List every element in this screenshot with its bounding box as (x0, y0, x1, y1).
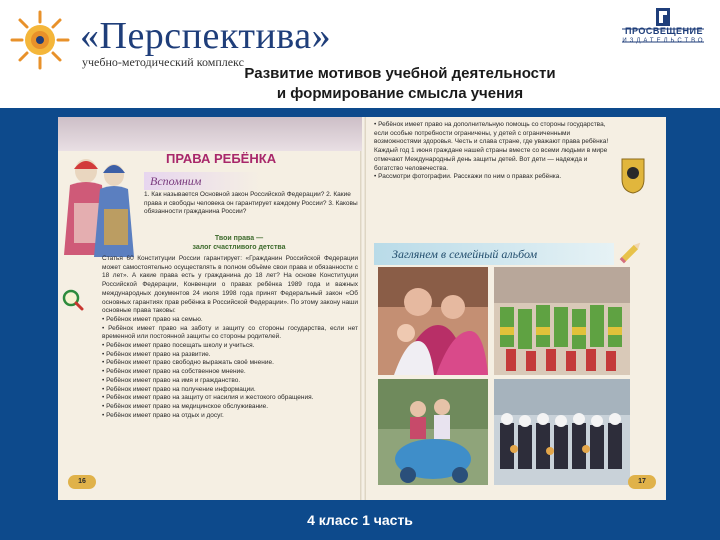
list-item: • Ребёнок имеет право на защиту от насилия и жестокого обращения. (102, 394, 314, 402)
list-item: • Ребёнок имеет право на имя и гражданство. (102, 376, 241, 384)
publisher-subtitle: ИЗДАТЕЛЬСТВО (622, 38, 706, 44)
page-title: ПРАВА РЕБЁНКА (166, 151, 277, 166)
article-paragraph: Статья 60 Конституции России гарантирует: «Гражданин Российской Федерации может самостоятельно осуществлять в полном объёме свои права и обязанности с 18 лет». А какие права есть у гражданина до 18 лет? На основе Конституции Российской Федерации, Конвенции о правах ребёнка 1989 года и важных международных документов 24 июля 1998 года принят Федеральный закон «Об основных гарантиях прав ребёнка в Российской Федерации». По этому закону наши основные права таковы: (102, 255, 358, 315)
slide-header (0, 0, 720, 108)
rights-continued: • Ребёнок имеет право на дополнительную помощь со стороны государства, если особые потребности ограничены, у детей с ограниченными возможностями здоровья. Честь и слава стране, где уважают права ребёнка! Каждый год 1 июня граждане нашей страны вместе со всеми людьми в мире отмечают Международный день защиты детей. Вот дети — надежда и богатство человечества. (374, 121, 609, 172)
child-car-photo (378, 379, 488, 485)
grade-caption: 4 класс 1 часть (307, 512, 413, 528)
rights-list (102, 316, 358, 420)
slide-title-line2: и формирование смысла учения (276, 85, 524, 102)
album-label: Заглянем в семейный альбом (374, 243, 614, 265)
right-page-text (374, 121, 612, 182)
publisher-name: ПРОСВЕЩЕНИЕ (624, 26, 703, 36)
rights-heading (154, 234, 324, 252)
slide-title (150, 64, 650, 104)
textbook-spread (58, 117, 666, 500)
family-photo (378, 267, 488, 375)
page-number-right: 17 (628, 475, 656, 489)
brand-subtitle: учебно-методический комплекс (82, 55, 244, 69)
festival-photo (494, 267, 630, 375)
slide-title-line1: Развитие мотивов учебной деятельности (244, 65, 556, 82)
list-item: • Ребёнок имеет право свободно выражать своё мнение. (102, 359, 274, 367)
dolls-illustration (64, 153, 136, 263)
rights-heading-line2: залог счастливого детства (192, 244, 286, 251)
page-number-left: 16 (68, 475, 96, 489)
remember-label: Вспомним (144, 172, 260, 190)
list-item: • Ребёнок имеет право на отдых и досуг. (102, 411, 224, 419)
rights-heading-line1: Твои права — (214, 235, 264, 242)
right-page (364, 117, 666, 500)
list-item: • Ребёнок имеет право на развитие. (102, 350, 211, 358)
left-page (58, 117, 362, 500)
pencil-icon (616, 237, 646, 267)
sun-logo-icon (10, 10, 70, 70)
schoolchildren-photo (494, 379, 630, 485)
list-item: • Ребёнок имеет право на заботу и защиту со стороны государства, если нет временной или постоянной защиты со стороны родителей. (102, 324, 358, 341)
list-item: • Ребёнок имеет право на собственное мнение. (102, 368, 246, 376)
magnifier-icon (62, 289, 84, 311)
review-questions: 1. Как называется Основной закон Российской Федерации? 2. Какие права и свободы человека он гарантирует каждому России? 3. Каковы обязанности гражданина России? (144, 191, 358, 216)
emblem-icon (618, 155, 648, 195)
constitution-text (102, 255, 358, 420)
list-item: • Ребёнок имеет право на медицинское обслуживание. (102, 402, 269, 410)
list-item: • Ребёнок имеет право на получение информации. (102, 385, 256, 393)
list-item: • Ребёнок имеет право на семью. (102, 315, 203, 323)
photo-prompt: • Рассмотри фотографии. Расскажи по ним о правах ребёнка. (374, 173, 562, 181)
decorative-strip (58, 117, 362, 151)
list-item: • Ребёнок имеет право посещать школу и учиться. (102, 342, 255, 350)
brand-title: «Перспектива» (80, 15, 332, 57)
